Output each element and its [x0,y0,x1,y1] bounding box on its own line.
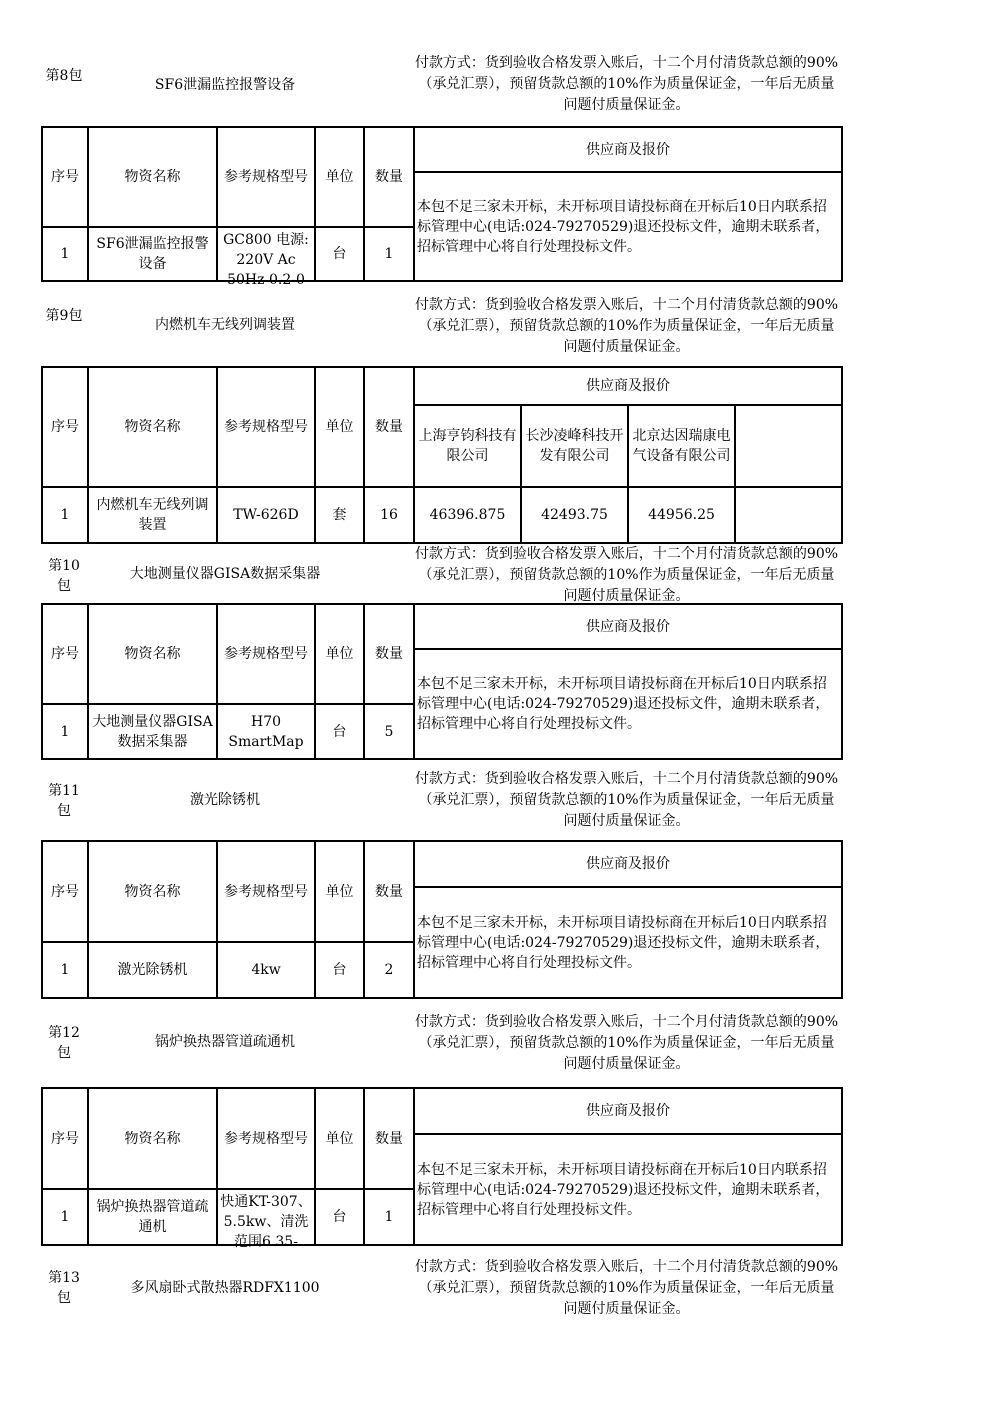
package-table [41,1087,843,1250]
payment-terms: 付款方式：货到验收合格发票入账后，十二个月付清货款总额的90%（承兑汇票），预留货款总额的10%作为质量保证金，一年后无质量问题付质量保证金。 [414,771,839,829]
header-supplier: 供应商及报价 [414,604,842,649]
item-spec: 快通KT-307、5.5kw、清洗范围6.35- [220,1194,312,1250]
supplier-name [735,405,842,487]
header-qty: 数量 [364,127,414,227]
header-spec: 参考规格型号 [217,127,315,227]
header-unit: 单位 [315,841,364,942]
item-seq: 1 [42,227,88,281]
header-name: 物资名称 [88,367,217,487]
item-seq: 1 [42,942,88,998]
package-table [41,126,843,288]
header-qty: 数量 [364,841,414,942]
header-seq: 序号 [42,367,88,487]
header-spec: 参考规格型号 [217,367,315,487]
no-bid-note: 本包不足三家未开标，未开标项目请投标商在开标后10日内联系招标管理中心(电话:024-79270529)退还投标文件，逾期未联系者，招标管理中心将自行处理投标文件。 [414,887,842,998]
package-title: SF6泄漏监控报警设备 [154,77,296,93]
header-unit: 单位 [315,1088,364,1189]
supplier-name: 北京达因瑞康电气设备有限公司 [628,405,735,487]
item-seq: 1 [42,1189,88,1245]
item-spec: 4kw [217,942,315,998]
header-seq: 序号 [42,841,88,942]
package-table [41,366,843,544]
header-qty: 数量 [364,604,414,704]
supplier-price [735,487,842,543]
item-qty: 1 [364,1189,414,1245]
no-bid-note: 本包不足三家未开标，未开标项目请投标商在开标后10日内联系招标管理中心(电话:024-79270529)退还投标文件，逾期未联系者，招标管理中心将自行处理投标文件。 [414,649,842,759]
item-name: 激光除锈机 [88,942,217,998]
package-title: 大地测量仪器GISA数据采集器 [129,566,321,582]
item-unit: 台 [315,1189,364,1245]
item-name: 内燃机车无线列调装置 [88,487,217,543]
item-spec: TW-626D [217,487,315,543]
header-seq: 序号 [42,1088,88,1189]
item-unit: 套 [315,487,364,543]
header-spec: 参考规格型号 [217,841,315,942]
item-seq: 1 [42,487,88,543]
no-bid-note: 本包不足三家未开标，未开标项目请投标商在开标后10日内联系招标管理中心(电话:024-79270529)退还投标文件，逾期未联系者，招标管理中心将自行处理投标文件。 [414,1134,842,1245]
item-qty: 1 [364,227,414,281]
header-supplier: 供应商及报价 [414,127,842,172]
header-unit: 单位 [315,127,364,227]
item-qty: 16 [364,487,414,543]
header-spec: 参考规格型号 [217,604,315,704]
package-table [41,603,843,760]
header-supplier: 供应商及报价 [414,841,842,887]
package-title: 内燃机车无线列调装置 [155,317,295,333]
header-seq: 序号 [42,127,88,227]
header-unit: 单位 [315,604,364,704]
package-table [41,840,843,999]
header-unit: 单位 [315,367,364,487]
package-title: 多风扇卧式散热器RDFX1100 [130,1280,320,1296]
package-number: 第8包 [45,68,83,84]
header-name: 物资名称 [88,1088,217,1189]
header-name: 物资名称 [88,604,217,704]
payment-terms: 付款方式：货到验收合格发票入账后，十二个月付清货款总额的90%（承兑汇票），预留货款总额的10%作为质量保证金，一年后无质量问题付质量保证金。 [414,297,839,355]
item-spec: GC800 电源: 220V Ac 50Hz 0.2-0 [223,232,309,288]
payment-terms: 付款方式：货到验收合格发票入账后，十二个月付清货款总额的90%（承兑汇票），预留货款总额的10%作为质量保证金，一年后无质量问题付质量保证金。 [414,55,839,113]
header-supplier: 供应商及报价 [414,367,842,405]
item-name: 大地测量仪器GISA数据采集器 [88,704,217,759]
supplier-price: 44956.25 [628,487,735,543]
header-qty: 数量 [364,1088,414,1189]
header-supplier: 供应商及报价 [414,1088,842,1134]
no-bid-note: 本包不足三家未开标，未开标项目请投标商在开标后10日内联系招标管理中心(电话:024-79270529)退还投标文件，逾期未联系者，招标管理中心将自行处理投标文件。 [414,172,842,281]
header-qty: 数量 [364,367,414,487]
package-number: 第10包 [48,558,80,594]
item-seq: 1 [42,704,88,759]
package-number: 第11包 [48,783,80,819]
supplier-price: 42493.75 [521,487,628,543]
payment-terms: 付款方式：货到验收合格发票入账后，十二个月付清货款总额的90%（承兑汇票），预留货款总额的10%作为质量保证金，一年后无质量问题付质量保证金。 [414,546,839,604]
item-qty: 2 [364,942,414,998]
supplier-name: 上海亨钧科技有限公司 [414,405,521,487]
supplier-name: 长沙凌峰科技开发有限公司 [521,405,628,487]
header-spec: 参考规格型号 [217,1088,315,1189]
item-qty: 5 [364,704,414,759]
header-name: 物资名称 [88,841,217,942]
supplier-price: 46396.875 [414,487,521,543]
payment-terms: 付款方式：货到验收合格发票入账后，十二个月付清货款总额的90%（承兑汇票），预留货款总额的10%作为质量保证金，一年后无质量问题付质量保证金。 [414,1259,839,1317]
item-unit: 台 [315,942,364,998]
item-unit: 台 [315,704,364,759]
package-title: 激光除锈机 [190,792,260,808]
header-seq: 序号 [42,604,88,704]
item-name: 锅炉换热器管道疏通机 [88,1189,217,1245]
item-spec: H70 SmartMap [217,704,315,759]
header-name: 物资名称 [88,127,217,227]
item-name: SF6泄漏监控报警设备 [88,227,217,281]
package-number: 第12包 [48,1025,80,1061]
package-title: 锅炉换热器管道疏通机 [155,1034,295,1050]
package-number: 第9包 [45,308,83,324]
payment-terms: 付款方式：货到验收合格发票入账后，十二个月付清货款总额的90%（承兑汇票），预留货款总额的10%作为质量保证金，一年后无质量问题付质量保证金。 [414,1014,839,1072]
item-unit: 台 [315,227,364,281]
package-number: 第13包 [48,1270,80,1306]
